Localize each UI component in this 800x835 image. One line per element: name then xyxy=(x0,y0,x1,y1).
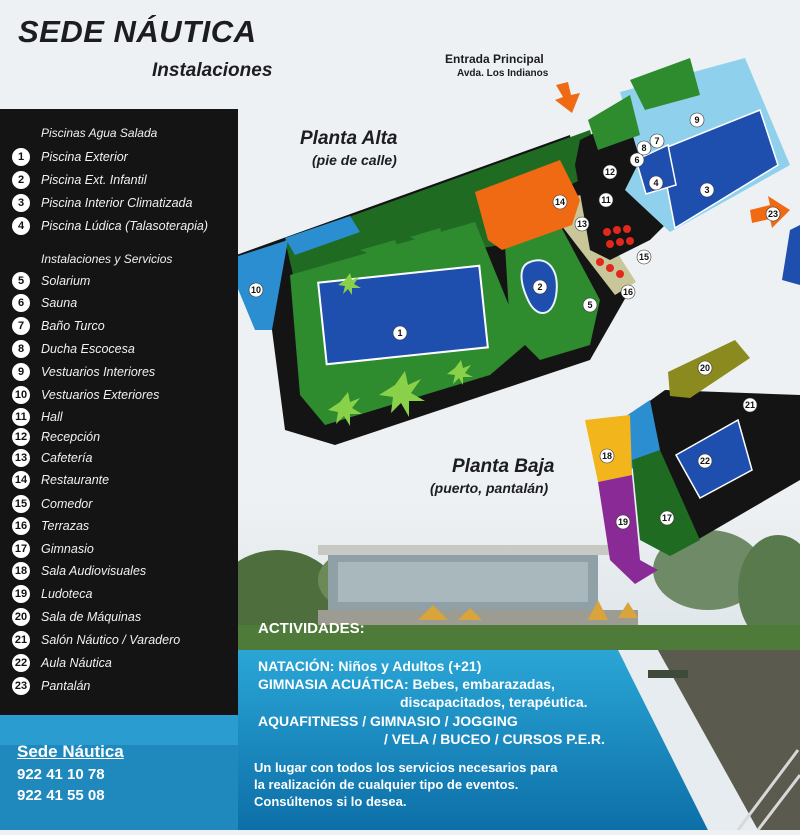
map-marker-number: 6 xyxy=(634,155,640,165)
map-marker xyxy=(660,511,674,525)
map-marker-number: 3 xyxy=(704,185,710,195)
legend-item xyxy=(12,147,128,166)
legend-label: Restaurante xyxy=(41,472,110,487)
activities-title: ACTIVIDADES: xyxy=(258,620,365,637)
legend-number-badge: 17 xyxy=(12,540,30,558)
map-marker-number: 2 xyxy=(537,282,543,292)
map-marker xyxy=(649,176,663,190)
legend-item xyxy=(12,539,94,558)
map-marker xyxy=(637,141,651,155)
legend-group-services: Instalaciones y Servicios xyxy=(41,252,173,266)
legend-item xyxy=(12,170,147,189)
map-marker-number: 19 xyxy=(617,517,629,527)
map-marker-number: 18 xyxy=(601,451,613,461)
legend-label: Piscina Exterior xyxy=(41,149,128,164)
map-marker xyxy=(600,449,614,463)
entrance-arrow-icon xyxy=(555,82,580,113)
legend-item xyxy=(12,293,77,312)
legend-number-badge: 9 xyxy=(12,363,30,381)
map-marker-number: 17 xyxy=(661,513,673,523)
legend-label: Vestuarios Exteriores xyxy=(41,387,160,402)
map-marker-number: 15 xyxy=(638,252,650,262)
map-marker xyxy=(533,280,547,294)
legend-item xyxy=(12,448,92,467)
legend-item xyxy=(12,216,208,235)
legend-label: Ducha Escocesa xyxy=(41,341,135,356)
legend-label: Cafetería xyxy=(41,450,93,465)
legend-number-badge: 1 xyxy=(12,148,30,166)
legend-number-badge: 22 xyxy=(12,654,30,672)
legend-group-pools: Piscinas Agua Salada xyxy=(41,126,158,140)
map-marker xyxy=(766,207,780,221)
legend-label: Baño Turco xyxy=(41,318,105,333)
legend-item xyxy=(12,407,63,426)
map-marker xyxy=(599,193,613,207)
map-marker-number: 14 xyxy=(554,197,566,207)
legend-label: Ludoteca xyxy=(41,586,93,601)
map-marker xyxy=(583,298,597,312)
map-marker xyxy=(743,398,757,412)
map-marker xyxy=(249,283,263,297)
legend-number-badge: 2 xyxy=(12,171,30,189)
map-marker xyxy=(603,165,617,179)
legend-number-badge: 14 xyxy=(12,471,30,489)
pantalan-edge xyxy=(782,225,800,285)
legend-label: Pantalán xyxy=(41,678,91,693)
map-marker xyxy=(700,183,714,197)
legend-number-badge: 12 xyxy=(12,428,30,446)
map-marker-number: 12 xyxy=(604,167,616,177)
legend-item xyxy=(12,676,90,695)
map-marker-number: 20 xyxy=(699,363,711,373)
legend-label: Piscina Lúdica (Talasoterapia) xyxy=(41,218,208,233)
legend-item xyxy=(12,193,192,212)
map-marker-number: 7 xyxy=(654,136,660,146)
legend-label: Sauna xyxy=(41,295,78,310)
legend-label: Vestuarios Interiores xyxy=(41,364,156,379)
legend-item xyxy=(12,653,112,672)
phone-number-1: 922 41 10 78 xyxy=(17,766,105,783)
planta-alta-subtitle: (pie de calle) xyxy=(312,152,397,168)
legend-number-badge: 10 xyxy=(12,386,30,404)
legend-item xyxy=(12,362,155,381)
map-marker xyxy=(616,515,630,529)
map-marker xyxy=(637,250,651,264)
legend-number-badge: 23 xyxy=(12,677,30,695)
activity-vela: / VELA / BUCEO / CURSOS P.E.R. xyxy=(384,731,605,747)
map-marker-number: 4 xyxy=(653,178,659,188)
map-marker-number: 10 xyxy=(250,285,262,295)
map-marker xyxy=(690,113,704,127)
map-marker-number: 1 xyxy=(397,328,403,338)
map-marker-number: 13 xyxy=(576,219,588,229)
legend-item xyxy=(12,339,135,358)
map-marker xyxy=(650,134,664,148)
legend-panel xyxy=(0,109,238,715)
activity-gimnasia: GIMNASIA ACUÁTICA: Bebes, embarazadas, xyxy=(258,676,555,692)
planta-alta-title: Planta Alta xyxy=(300,128,398,149)
page-subtitle: Instalaciones xyxy=(152,60,273,81)
legend-number-badge: 4 xyxy=(12,217,30,235)
map-marker-number: 5 xyxy=(587,300,593,310)
phone-number-2: 922 41 55 08 xyxy=(17,787,105,804)
legend-item xyxy=(12,516,89,535)
map-marker-number: 9 xyxy=(694,115,700,125)
legend-label: Terrazas xyxy=(41,518,90,533)
map-marker xyxy=(698,361,712,375)
legend-label: Hall xyxy=(41,409,63,424)
contact-title: Sede Náutica xyxy=(17,742,124,761)
legend-label: Piscina Ext. Infantil xyxy=(41,172,147,187)
legend-item xyxy=(12,385,159,404)
legend-item xyxy=(12,494,92,513)
legend-label: Salón Náutico / Varadero xyxy=(41,632,181,647)
map-marker xyxy=(553,195,567,209)
legend-number-badge: 7 xyxy=(12,317,30,335)
legend-number-badge: 6 xyxy=(12,294,30,312)
map-marker-number: 23 xyxy=(767,209,779,219)
legend-number-badge: 18 xyxy=(12,562,30,580)
legend-number-badge: 19 xyxy=(12,585,30,603)
legend-item xyxy=(12,427,100,446)
legend-number-badge: 21 xyxy=(12,631,30,649)
legend-label: Recepción xyxy=(41,429,101,444)
map-marker xyxy=(621,285,635,299)
legend-number-badge: 3 xyxy=(12,194,30,212)
map-marker-number: 11 xyxy=(601,195,611,205)
legend-item xyxy=(12,561,146,580)
legend-label: Aula Náutica xyxy=(41,655,112,670)
planta-baja-title: Planta Baja xyxy=(452,456,555,477)
map-marker xyxy=(393,326,407,340)
legend-number-badge: 8 xyxy=(12,340,30,358)
map-marker xyxy=(698,454,712,468)
legend-number-badge: 20 xyxy=(12,608,30,626)
map-marker-number: 22 xyxy=(699,456,711,466)
legend-label: Comedor xyxy=(41,496,93,511)
events-info-3: Consúltenos si lo desea. xyxy=(254,794,407,809)
planta-baja-subtitle: (puerto, pantalán) xyxy=(430,480,549,496)
map-marker xyxy=(630,153,644,167)
legend-label: Sala de Máquinas xyxy=(41,609,142,624)
activity-gimnasia-cont: discapacitados, terapéutica. xyxy=(400,694,588,710)
map-marker xyxy=(575,217,589,231)
legend-item xyxy=(12,584,92,603)
legend-item xyxy=(12,607,141,626)
legend-label: Solarium xyxy=(41,273,91,288)
legend-item xyxy=(12,316,105,335)
legend-label: Gimnasio xyxy=(41,541,94,556)
piscina-exterior xyxy=(318,266,488,364)
entrance-label: Entrada Principal xyxy=(445,52,544,66)
map-marker-number: 16 xyxy=(622,287,634,297)
legend-number-badge: 5 xyxy=(12,272,30,290)
legend-item xyxy=(12,271,90,290)
legend-number-badge: 16 xyxy=(12,517,30,535)
activity-aquafitness: AQUAFITNESS / GIMNASIO / JOGGING xyxy=(258,713,518,729)
legend-item xyxy=(12,470,109,489)
map-marker-number: 21 xyxy=(744,400,756,410)
legend-label: Sala Audiovisuales xyxy=(41,563,147,578)
planta-baja-map xyxy=(585,340,800,584)
legend-number-badge: 15 xyxy=(12,495,30,513)
activity-natacion: NATACIÓN: Niños y Adultos (+21) xyxy=(258,658,482,674)
page-title: SEDE NÁUTICA xyxy=(18,14,257,49)
events-info-2: la realización de cualquier tipo de eventos. xyxy=(254,777,519,792)
events-info-1: Un lugar con todos los servicios necesarios para xyxy=(254,760,558,775)
entrance-street: Avda. Los Indianos xyxy=(457,68,549,79)
map-marker-number: 8 xyxy=(641,143,647,153)
legend-number-badge: 11 xyxy=(12,408,30,426)
legend-label: Piscina Interior Climatizada xyxy=(41,195,193,210)
legend-number-badge: 13 xyxy=(12,449,30,467)
sala-audiovisuales xyxy=(585,415,632,482)
legend-item xyxy=(12,630,180,649)
